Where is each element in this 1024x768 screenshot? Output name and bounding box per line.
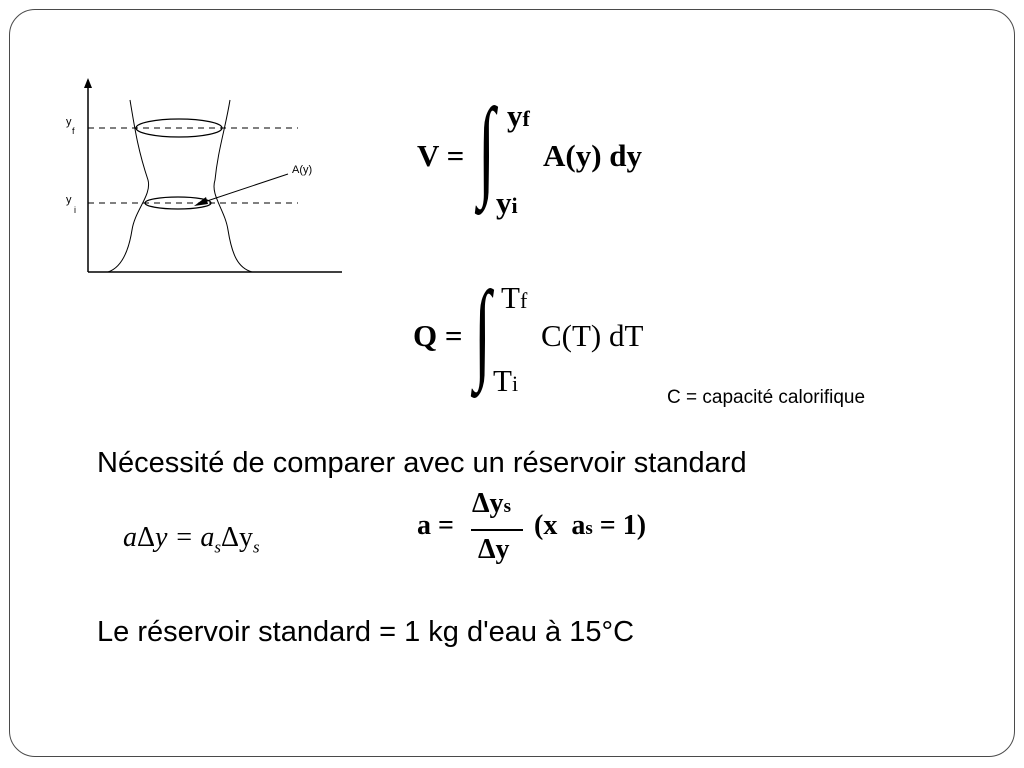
integral-sign: ∫ <box>478 86 495 210</box>
a-lhs: a = <box>417 510 454 541</box>
volume-lower: yi <box>496 185 518 220</box>
compare-heading: Nécessité de comparer avec un réservoir standard <box>97 447 747 479</box>
y-axis-arrow <box>84 78 92 88</box>
a-rhs: (x as = 1) <box>534 510 647 541</box>
fraction-bar <box>471 529 523 531</box>
standard-heading: Le réservoir standard = 1 kg d'eau à 15°C <box>97 616 635 648</box>
heat-integrand: C(T) dT <box>541 318 644 353</box>
reservoir-diagram <box>60 70 350 285</box>
volume-integrand: A(y) dy <box>543 138 643 173</box>
area-arrow <box>198 174 288 204</box>
vessel-right-wall <box>214 100 252 272</box>
integral-sign: ∫ <box>474 269 491 393</box>
heat-lower: Ti <box>493 363 519 398</box>
yi-label: y <box>66 194 72 206</box>
volume-lhs: V = <box>417 138 465 173</box>
heat-upper: Tf <box>501 280 528 315</box>
relation-equation: $a\Delta y = a_s\Delta y_s$ <box>123 522 260 557</box>
yf-label: y <box>66 116 72 128</box>
yi-label-sub: i <box>74 205 76 215</box>
a-numerator: Δys <box>472 488 511 519</box>
vessel-left-wall <box>108 100 149 272</box>
a-denominator: Δy <box>478 534 510 565</box>
heat-lhs: Q = <box>413 318 463 353</box>
area-label: A(y) <box>292 164 313 176</box>
volume-upper: yf <box>507 98 530 133</box>
capacity-caption: C = capacité calorifique <box>667 387 866 408</box>
yf-label-sub: f <box>72 126 75 136</box>
